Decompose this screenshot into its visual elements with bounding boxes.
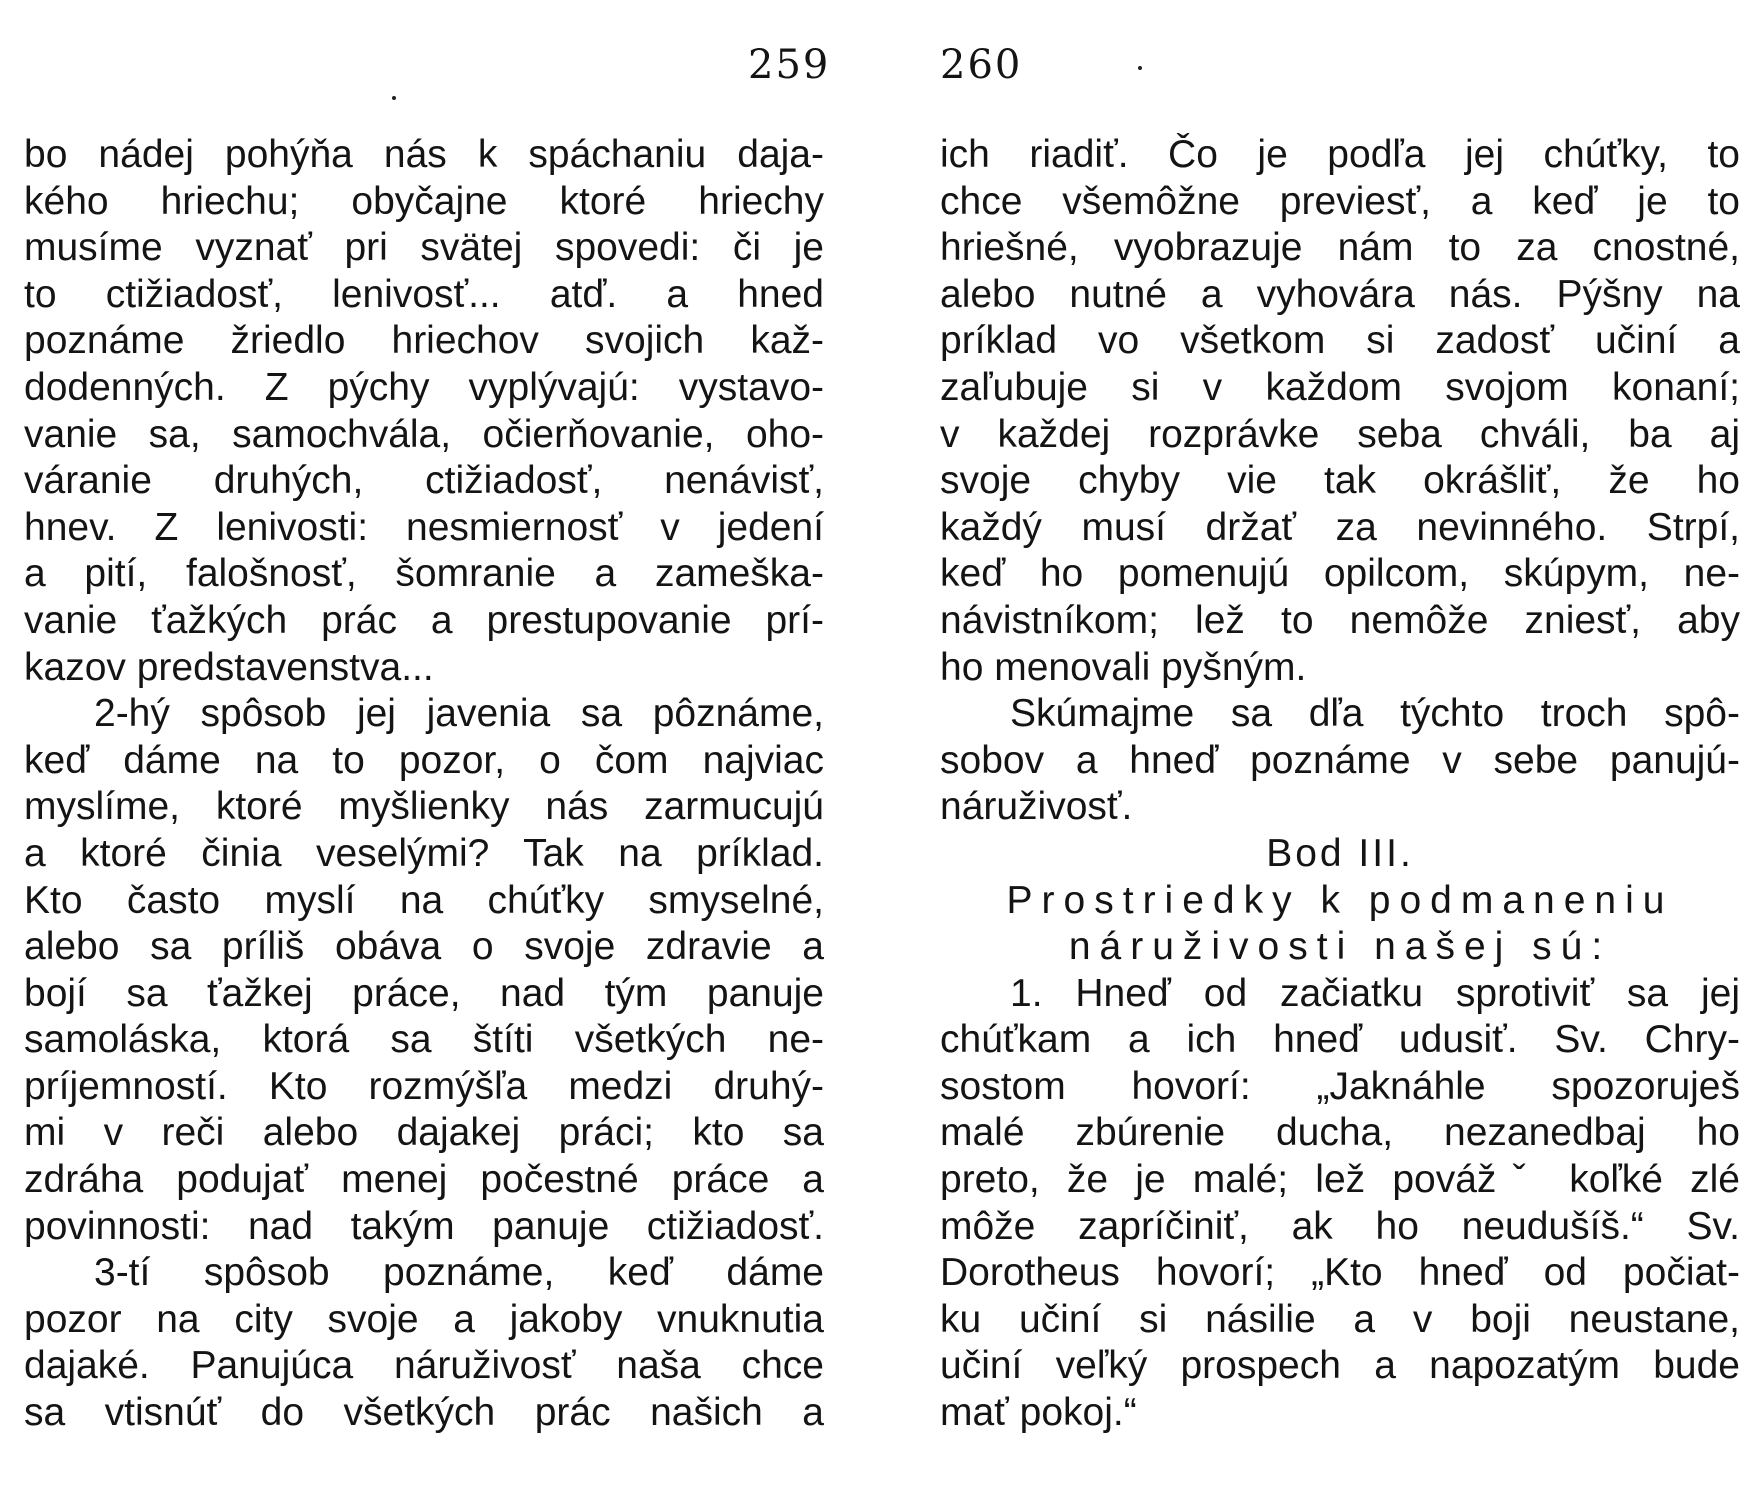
text-line: samoláska, ktorá sa štíti všetkých ne- — [24, 1018, 824, 1062]
text-line: príjemností. Kto rozmýšľa medzi druhý- — [24, 1064, 824, 1108]
text-line: a ktoré činia veselými? Tak na príklad. — [24, 831, 824, 875]
text-line: musíme vyznať pri svätej spovedi: či je — [24, 226, 824, 270]
text-line: malé zbúrenie ducha, nezanedbaj ho — [940, 1111, 1740, 1155]
text-line: dodenných. Z pýchy vyplývajú: vystavo- — [24, 365, 824, 409]
section-subtitle: Prostriedky k podmaneniu — [1006, 878, 1674, 922]
text-line: Skúmajme sa dľa týchto troch spô- — [1010, 692, 1740, 736]
text-line: to ctižiadosť, lenivosť... atď. a hned — [24, 272, 824, 316]
text-line: chúťkam a ich hneď udusiť. Sv. Chry- — [940, 1018, 1740, 1062]
text-line: 1. Hneď od začiatku sprotiviť sa jej — [1010, 971, 1740, 1015]
text-line: ich riadiť. Čo je podľa jej chúťky, to — [940, 133, 1740, 176]
right-page-text — [940, 132, 1740, 1437]
text-line: hnev. Z lenivosti: nesmiernosť v jedení — [24, 505, 824, 549]
text-line: svoje chyby vie tak okrášliť, že ho — [940, 459, 1740, 503]
section-subtitle: náruživosti našej sú: — [1068, 925, 1612, 969]
text-line: učiní veľký prospech a napozatým bude — [940, 1344, 1740, 1388]
section-title: Bod III. — [1266, 831, 1414, 875]
text-line: 3-tí spôsob poznáme, keď dáme — [94, 1251, 824, 1295]
text-line: mať pokoj.“ — [940, 1391, 1137, 1435]
text-line: alebo sa príliš obáva o svoje zdravie a — [24, 925, 824, 969]
text-line: ho menovali pyšným. — [940, 645, 1307, 689]
text-line: vanie ťažkých prác a prestupovanie prí- — [24, 598, 824, 642]
page-number-right: 260 — [940, 42, 1023, 88]
text-line: myslíme, ktoré myšlienky nás zarmucujú — [24, 785, 824, 829]
text-line: Dorotheus hovorí; „Kto hneď od počiat- — [940, 1251, 1740, 1295]
print-speck — [392, 96, 396, 100]
text-line: návistníkom; lež to nemôže zniesť, aby — [940, 598, 1740, 642]
text-line: keď ho pomenujú opilcom, skúpym, ne- — [940, 552, 1740, 596]
text-line: Kto často myslí na chúťky smyselné, — [24, 878, 824, 922]
text-line: bo nádej pohýňa nás k spáchaniu daja- — [24, 133, 824, 176]
text-line: sostom hovorí: „Jaknáhle spozoruješ — [940, 1064, 1740, 1108]
text-line: v každej rozprávke seba chváli, ba aj — [940, 412, 1740, 456]
text-line: váranie druhých, ctižiadosť, nenávisť, — [24, 459, 824, 503]
text-line: sobov a hneď poznáme v sebe panujú- — [940, 738, 1740, 782]
text-line: hriešné, vyobrazuje nám to za cnostné, — [940, 226, 1740, 270]
text-line: pozor na city svoje a jakoby vnuknutia — [24, 1297, 824, 1341]
text-line: preto, že je malé; lež povážˇ koľké zlé — [940, 1158, 1740, 1202]
text-line: každý musí držať za nevinného. Strpí, — [940, 505, 1740, 549]
right-page — [940, 0, 1740, 1500]
text-line: príklad vo všetkom si zadosť učiní a — [940, 319, 1740, 363]
text-line: vanie sa, samochvála, očierňovanie, oho- — [24, 412, 824, 456]
text-line: povinnosti: nad takým panuje ctižiadosť. — [24, 1204, 824, 1248]
text-line: kého hriechu; obyčajne ktoré hriechy — [24, 179, 824, 223]
text-line: zaľubuje si v každom svojom konaní; — [940, 365, 1740, 409]
text-line: chce všemôžne previesť, a keď je to — [940, 179, 1740, 223]
text-line: ku učiní si násilie a v boji neustane, — [940, 1297, 1740, 1341]
page-number-left: 259 — [748, 42, 831, 88]
left-page — [24, 0, 831, 1500]
text-line: kazov predstavenstva... — [24, 645, 434, 689]
left-page-text — [24, 132, 824, 1437]
text-line: dajaké. Panujúca náruživosť naša chce — [24, 1344, 824, 1388]
text-line: mi v reči alebo dajakej práci; kto sa — [24, 1111, 824, 1155]
text-line: a pití, falošnosť, šomranie a zameška- — [24, 552, 824, 596]
text-line: sa vtisnúť do všetkých prác našich a — [24, 1391, 824, 1435]
text-line: 2-hý spôsob jej javenia sa pôznáme, — [94, 692, 824, 736]
text-line: môže zapríčiniť, ak ho neudušíš.“ Sv. — [940, 1204, 1740, 1248]
text-line: keď dáme na to pozor, o čom najviac — [24, 738, 824, 782]
text-line: bojí sa ťažkej práce, nad tým panuje — [24, 971, 824, 1015]
print-speck — [1138, 66, 1142, 70]
text-line: alebo nutné a vyhovára nás. Pýšny na — [940, 272, 1740, 316]
text-line: náruživosť. — [940, 785, 1133, 829]
text-line: poznáme žriedlo hriechov svojich kaž- — [24, 319, 824, 363]
text-line: zdráha podujať menej počestné práce a — [24, 1158, 824, 1202]
